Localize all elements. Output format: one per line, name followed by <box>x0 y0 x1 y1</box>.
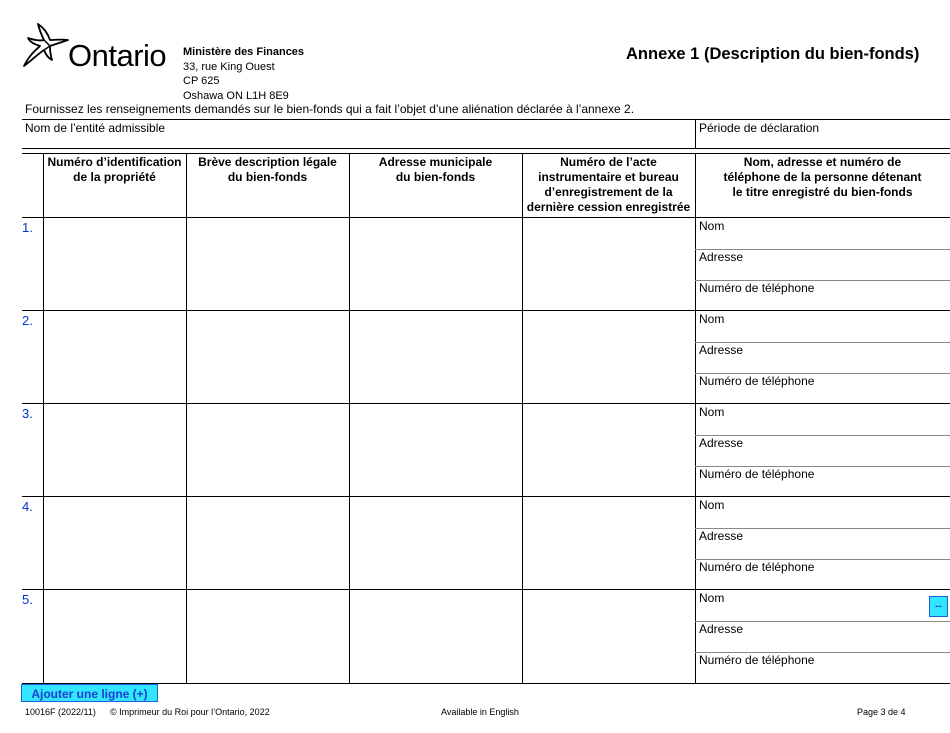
column-header-instrument-number: Numéro de l’acte instrumentaire et bureau d’enregistrement de la dernière cession enregistrée <box>526 155 691 214</box>
owner-name-label: Nom <box>699 312 725 326</box>
owner-phone-label: Numéro de téléphone <box>699 653 815 667</box>
owner-name-label: Nom <box>699 219 725 233</box>
owner-address-label: Adresse <box>699 529 744 543</box>
pin-input[interactable] <box>44 311 185 403</box>
owner-address-label: Adresse <box>699 436 744 450</box>
owner-phone-label: Numéro de téléphone <box>699 281 815 295</box>
owner-phone-label: Numéro de téléphone <box>699 374 815 388</box>
pin-input[interactable] <box>44 218 185 310</box>
column-header-pin: Numéro d’identification de la propriété <box>47 155 182 184</box>
column-header-owner: Nom, adresse et numéro de téléphone de la personne détenant le titre enregistré du bien-fonds <box>723 155 922 199</box>
owner-phone-label: Numéro de téléphone <box>699 467 815 481</box>
form-number: 10016F (2022/11) <box>25 707 96 717</box>
ministry-address <box>183 45 304 103</box>
column-header-legal-description: Brève description légale du bien-fonds <box>198 155 337 184</box>
intro-text: Fournissez les renseignements demandés sur le bien-fonds qui a fait l’objet d’une aliénation déclarée à l’annexe 2. <box>25 102 635 116</box>
entity-name-label: Nom de l’entité admissible <box>25 121 166 135</box>
reporting-period-field[interactable] <box>696 120 950 148</box>
pin-input[interactable] <box>44 497 185 589</box>
address-line-2: CP 625 <box>183 75 220 87</box>
owner-phone-label: Numéro de téléphone <box>699 560 815 574</box>
owner-address-label: Adresse <box>699 343 744 357</box>
row-number: 5. <box>22 592 33 607</box>
row-number: 1. <box>22 220 33 235</box>
row-number: 4. <box>22 499 33 514</box>
municipal-address-input[interactable] <box>350 218 521 310</box>
instrument-number-input[interactable] <box>523 311 694 403</box>
address-line-3: Oshawa ON L1H 8E9 <box>183 89 289 102</box>
owner-name-label: Nom <box>699 405 725 419</box>
owner-name-label: Nom <box>699 498 725 512</box>
language-note: Available in English <box>441 707 519 717</box>
owner-name-label: Nom <box>699 591 725 605</box>
ministry-name: Ministère des Finances <box>183 46 305 58</box>
ontario-trillium-logo-icon <box>20 22 70 68</box>
municipal-address-input[interactable] <box>350 590 521 683</box>
pin-input[interactable] <box>44 404 185 496</box>
remove-row-button[interactable]: -- <box>929 596 948 617</box>
copyright: © Imprimeur du Roi pour l’Ontario, 2022 <box>110 707 270 717</box>
municipal-address-input[interactable] <box>350 497 521 589</box>
legal-description-input[interactable] <box>187 590 348 683</box>
municipal-address-input[interactable] <box>350 311 521 403</box>
municipal-address-input[interactable] <box>350 404 521 496</box>
legal-description-input[interactable] <box>187 311 348 403</box>
column-header-municipal-address: Adresse municipale du bien-fonds <box>378 155 493 184</box>
entity-name-field[interactable] <box>22 120 695 148</box>
add-row-button[interactable]: Ajouter une ligne (+) <box>21 684 158 702</box>
owner-address-label: Adresse <box>699 622 744 636</box>
instrument-number-input[interactable] <box>523 404 694 496</box>
row-number: 3. <box>22 406 33 421</box>
pin-input[interactable] <box>44 590 185 683</box>
instrument-number-input[interactable] <box>523 218 694 310</box>
reporting-period-label: Période de déclaration <box>699 121 820 135</box>
logo-wordmark: Ontario <box>68 38 167 73</box>
legal-description-input[interactable] <box>187 218 348 310</box>
legal-description-input[interactable] <box>187 497 348 589</box>
legal-description-input[interactable] <box>187 404 348 496</box>
instrument-number-input[interactable] <box>523 497 694 589</box>
owner-address-label: Adresse <box>699 250 744 264</box>
form-title: Annexe 1 (Description du bien-fonds) <box>626 45 920 63</box>
row-number: 2. <box>22 313 33 328</box>
instrument-number-input[interactable] <box>523 590 694 683</box>
address-line-1: 33, rue King Ouest <box>183 60 275 73</box>
page-number: Page 3 de 4 <box>857 707 906 717</box>
